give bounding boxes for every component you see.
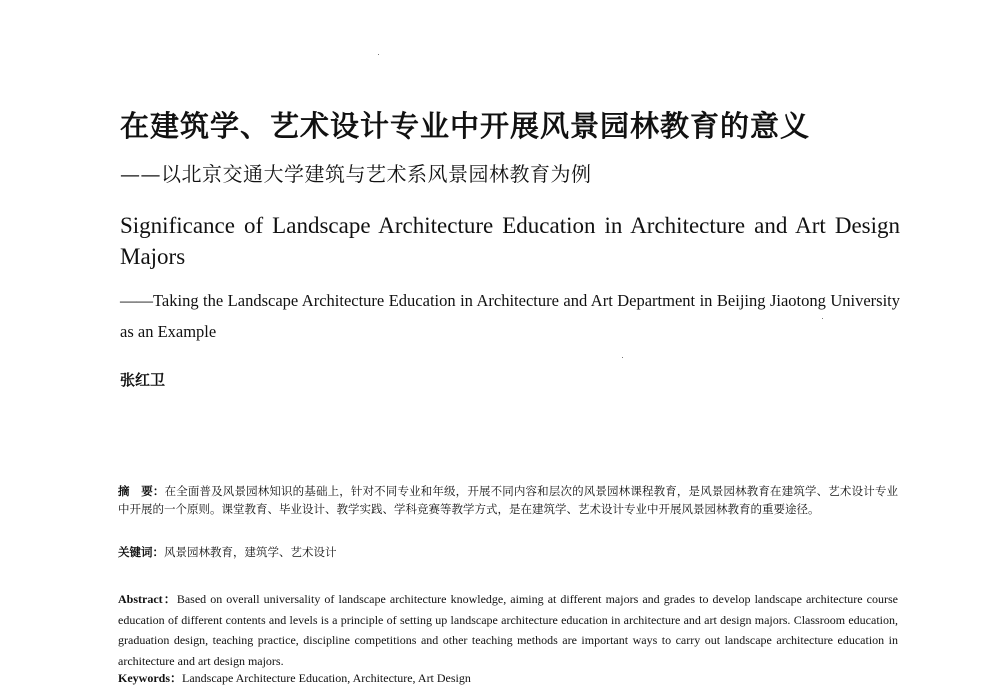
keywords-en-label: Keywords： xyxy=(118,671,182,685)
paper-subtitle-en: ——Taking the Landscape Architecture Education in Architecture and Art Department in Beijing Jiaotong University as an Example xyxy=(120,291,900,341)
paper-title-en: Significance of Landscape Architecture Education in Architecture and Art Design Majors xyxy=(120,213,900,269)
abstract-en-text: Based on overall universality of landscape architecture knowledge, aiming at different majors and grades to develop landscape architecture course education of different contents and levels is a principle of setting up landscape architecture education in architecture and art design majors. Classroom education, graduation design, teaching practice, discipline competitions and other teaching methods are important ways to carry out landscape architecture education in architecture and art design majors. xyxy=(118,592,898,668)
scan-speck xyxy=(622,357,623,358)
scan-speck xyxy=(378,54,379,55)
abstract-cn-text: 在全面普及风景园林知识的基础上，针对不同专业和年级，开展不同内容和层次的风景园林课程教育，是风景园林教育在建筑学、艺术设计专业中开展的一个原则。课堂教育、毕业设计、教学实践、学科竞赛等教学方式，是在建筑学、艺术设计专业中开展风景园林教育的重要途径。 xyxy=(118,484,898,516)
paper-subtitle-cn: ——以北京交通大学建筑与艺术系风景园林教育为例 xyxy=(120,162,592,186)
abstract-en xyxy=(118,589,898,671)
keywords-en xyxy=(118,668,898,688)
keywords-cn-text: 风景园林教育，建筑学、艺术设计 xyxy=(164,545,337,559)
abstract-cn xyxy=(118,482,898,518)
keywords-cn xyxy=(118,543,898,561)
keywords-cn-label: 关键词： xyxy=(118,545,164,559)
author-name: 张红卫 xyxy=(120,371,166,389)
abstract-en-label: Abstract： xyxy=(118,592,177,606)
abstract-cn-label: 摘 要： xyxy=(118,484,165,498)
scan-speck xyxy=(822,318,823,319)
paper-title-cn: 在建筑学、艺术设计专业中开展风景园林教育的意义 xyxy=(120,109,811,143)
keywords-en-text: Landscape Architecture Education, Architecture, Art Design xyxy=(182,671,471,685)
